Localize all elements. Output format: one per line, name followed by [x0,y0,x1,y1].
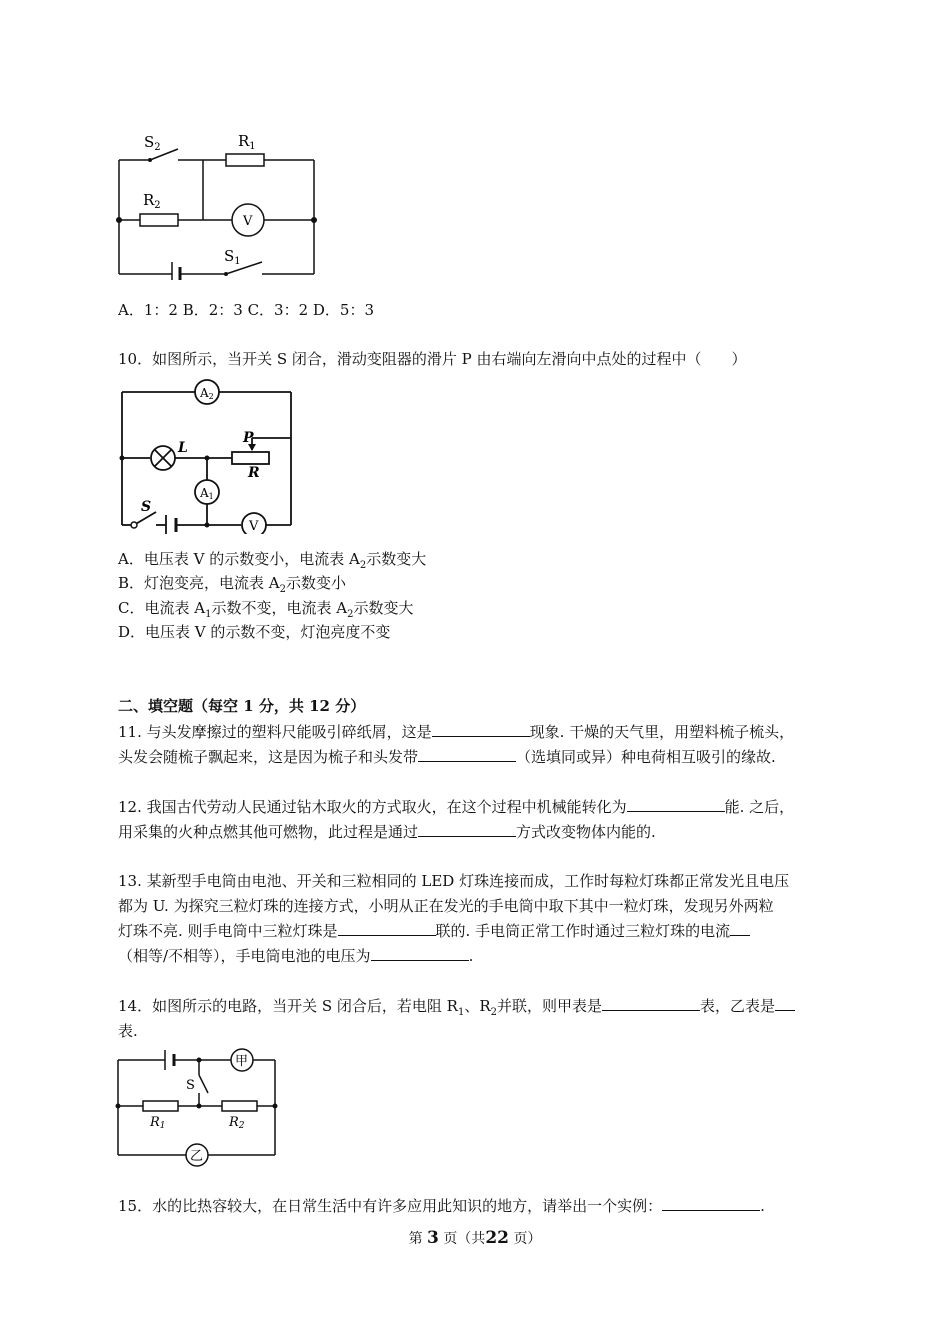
q14-label-r2: R2 [229,1115,245,1131]
q10-label-l: L [178,440,188,456]
q10-label-r: R [248,465,260,481]
q9-options: A．1：2 B．2：3 C．3：2 D．5：3 [118,301,375,319]
q14-label-r1: R1 [150,1115,166,1131]
q11-line-1: 11. 与头发摩擦过的塑料尺能吸引碎纸屑，这是 现象. 干燥的天气里，用塑料梳子梳头， [118,723,795,741]
q9-label-v: V [243,214,253,229]
q13-blank-3[interactable] [371,946,469,961]
q13-line-4: （相等/不相等），手电筒电池的电压为 . [118,947,474,965]
q11-blank-1[interactable] [432,722,530,737]
q14-label-jia: 甲 [235,1054,249,1069]
q11-blank-2[interactable] [418,747,516,762]
q10-option-d: D．电压表 V 的示数不变，灯泡亮度不变 [118,623,391,641]
q10-label-p: P [243,430,254,446]
q14-line-2: 表. [118,1022,138,1040]
q14-line-1: 14．如图所示的电路，当开关 S 闭合后，若电阻 $R_1$、$R_2$并联，则甲表是 表，乙表是 [118,996,795,1023]
q10-label-s: S [141,499,152,515]
q10-label-a1: A1 [200,486,214,501]
q10-stem: 10．如图所示，当开关 S 闭合，滑动变阻器的滑片 P 由右端向左滑向中点处的过程中（ ） [118,350,747,368]
section-heading: 二、填空题（每空 1 分，共 12 分） [118,697,366,715]
q10-label-a2: A2 [200,386,214,401]
q14-blank-2[interactable] [775,996,795,1011]
q13-line-3: 灯珠不亮. 则手电筒中三粒灯珠是 联的. 手电筒正常工作时通过三粒灯珠的电流 [118,921,750,941]
q10-option-a: A．电压表 V 的示数变小，电流表 $A_2$示数变大 [118,550,427,571]
q10-label-v: V [249,519,259,534]
q15-line: 15．水的比热容较大，在日常生活中有许多应用此知识的地方，请举出一个实例： . [118,1197,765,1215]
page-footer: 第 3 页（共22 页） [408,1228,542,1248]
q9-label-r2: $R_2$ [143,191,161,211]
q12-blank-2[interactable] [418,822,516,837]
q13-blank-1[interactable] [338,921,436,936]
q14-label-yi: 乙 [190,1149,204,1164]
q9-circuit-diagram [110,128,330,280]
q14-circuit-diagram [110,1045,285,1170]
q12-blank-1[interactable] [627,797,725,812]
q12-line-2: 用采集的火种点燃其他可燃物，此过程是通过 方式改变物体内能的. [118,823,656,841]
page-number: 3 [427,1228,439,1248]
q11-line-2: 头发会随梳子飘起来，这是因为梳子和头发带 （选填同或异）种电荷相互吸引的缘故. [118,748,776,766]
q9-label-s1: $S_1$ [224,247,241,267]
q15-blank[interactable] [662,1196,760,1211]
q9-label-s2: $S_2$ [144,133,161,153]
q13-line-2: 都为 U. 为探究三粒灯珠的连接方式，小明从正在发光的手电筒中取下其中一粒灯珠，发现另外两粒 [118,897,774,915]
page-total: 22 [485,1228,509,1248]
q10-option-c: C．电流表 $A_1$示数不变，电流表 $A_2$示数变大 [118,599,414,620]
q10-circuit-diagram [112,376,302,534]
q14-blank-1[interactable] [602,996,700,1011]
q13-blank-2[interactable] [730,921,750,936]
q13-line-1: 13. 某新型手电筒由电池、开关和三粒相同的 LED 灯珠连接而成，工作时每粒灯珠都正常发光且电压 [118,872,790,890]
q12-line-1: 12. 我国古代劳动人民通过钻木取火的方式取火，在这个过程中机械能转化为 能. 之后， [118,798,795,816]
q14-label-s: S [186,1078,195,1093]
q10-option-b: B．灯泡变亮，电流表 $A_2$示数变小 [118,574,347,595]
q9-label-r1: $R_1$ [238,132,256,152]
